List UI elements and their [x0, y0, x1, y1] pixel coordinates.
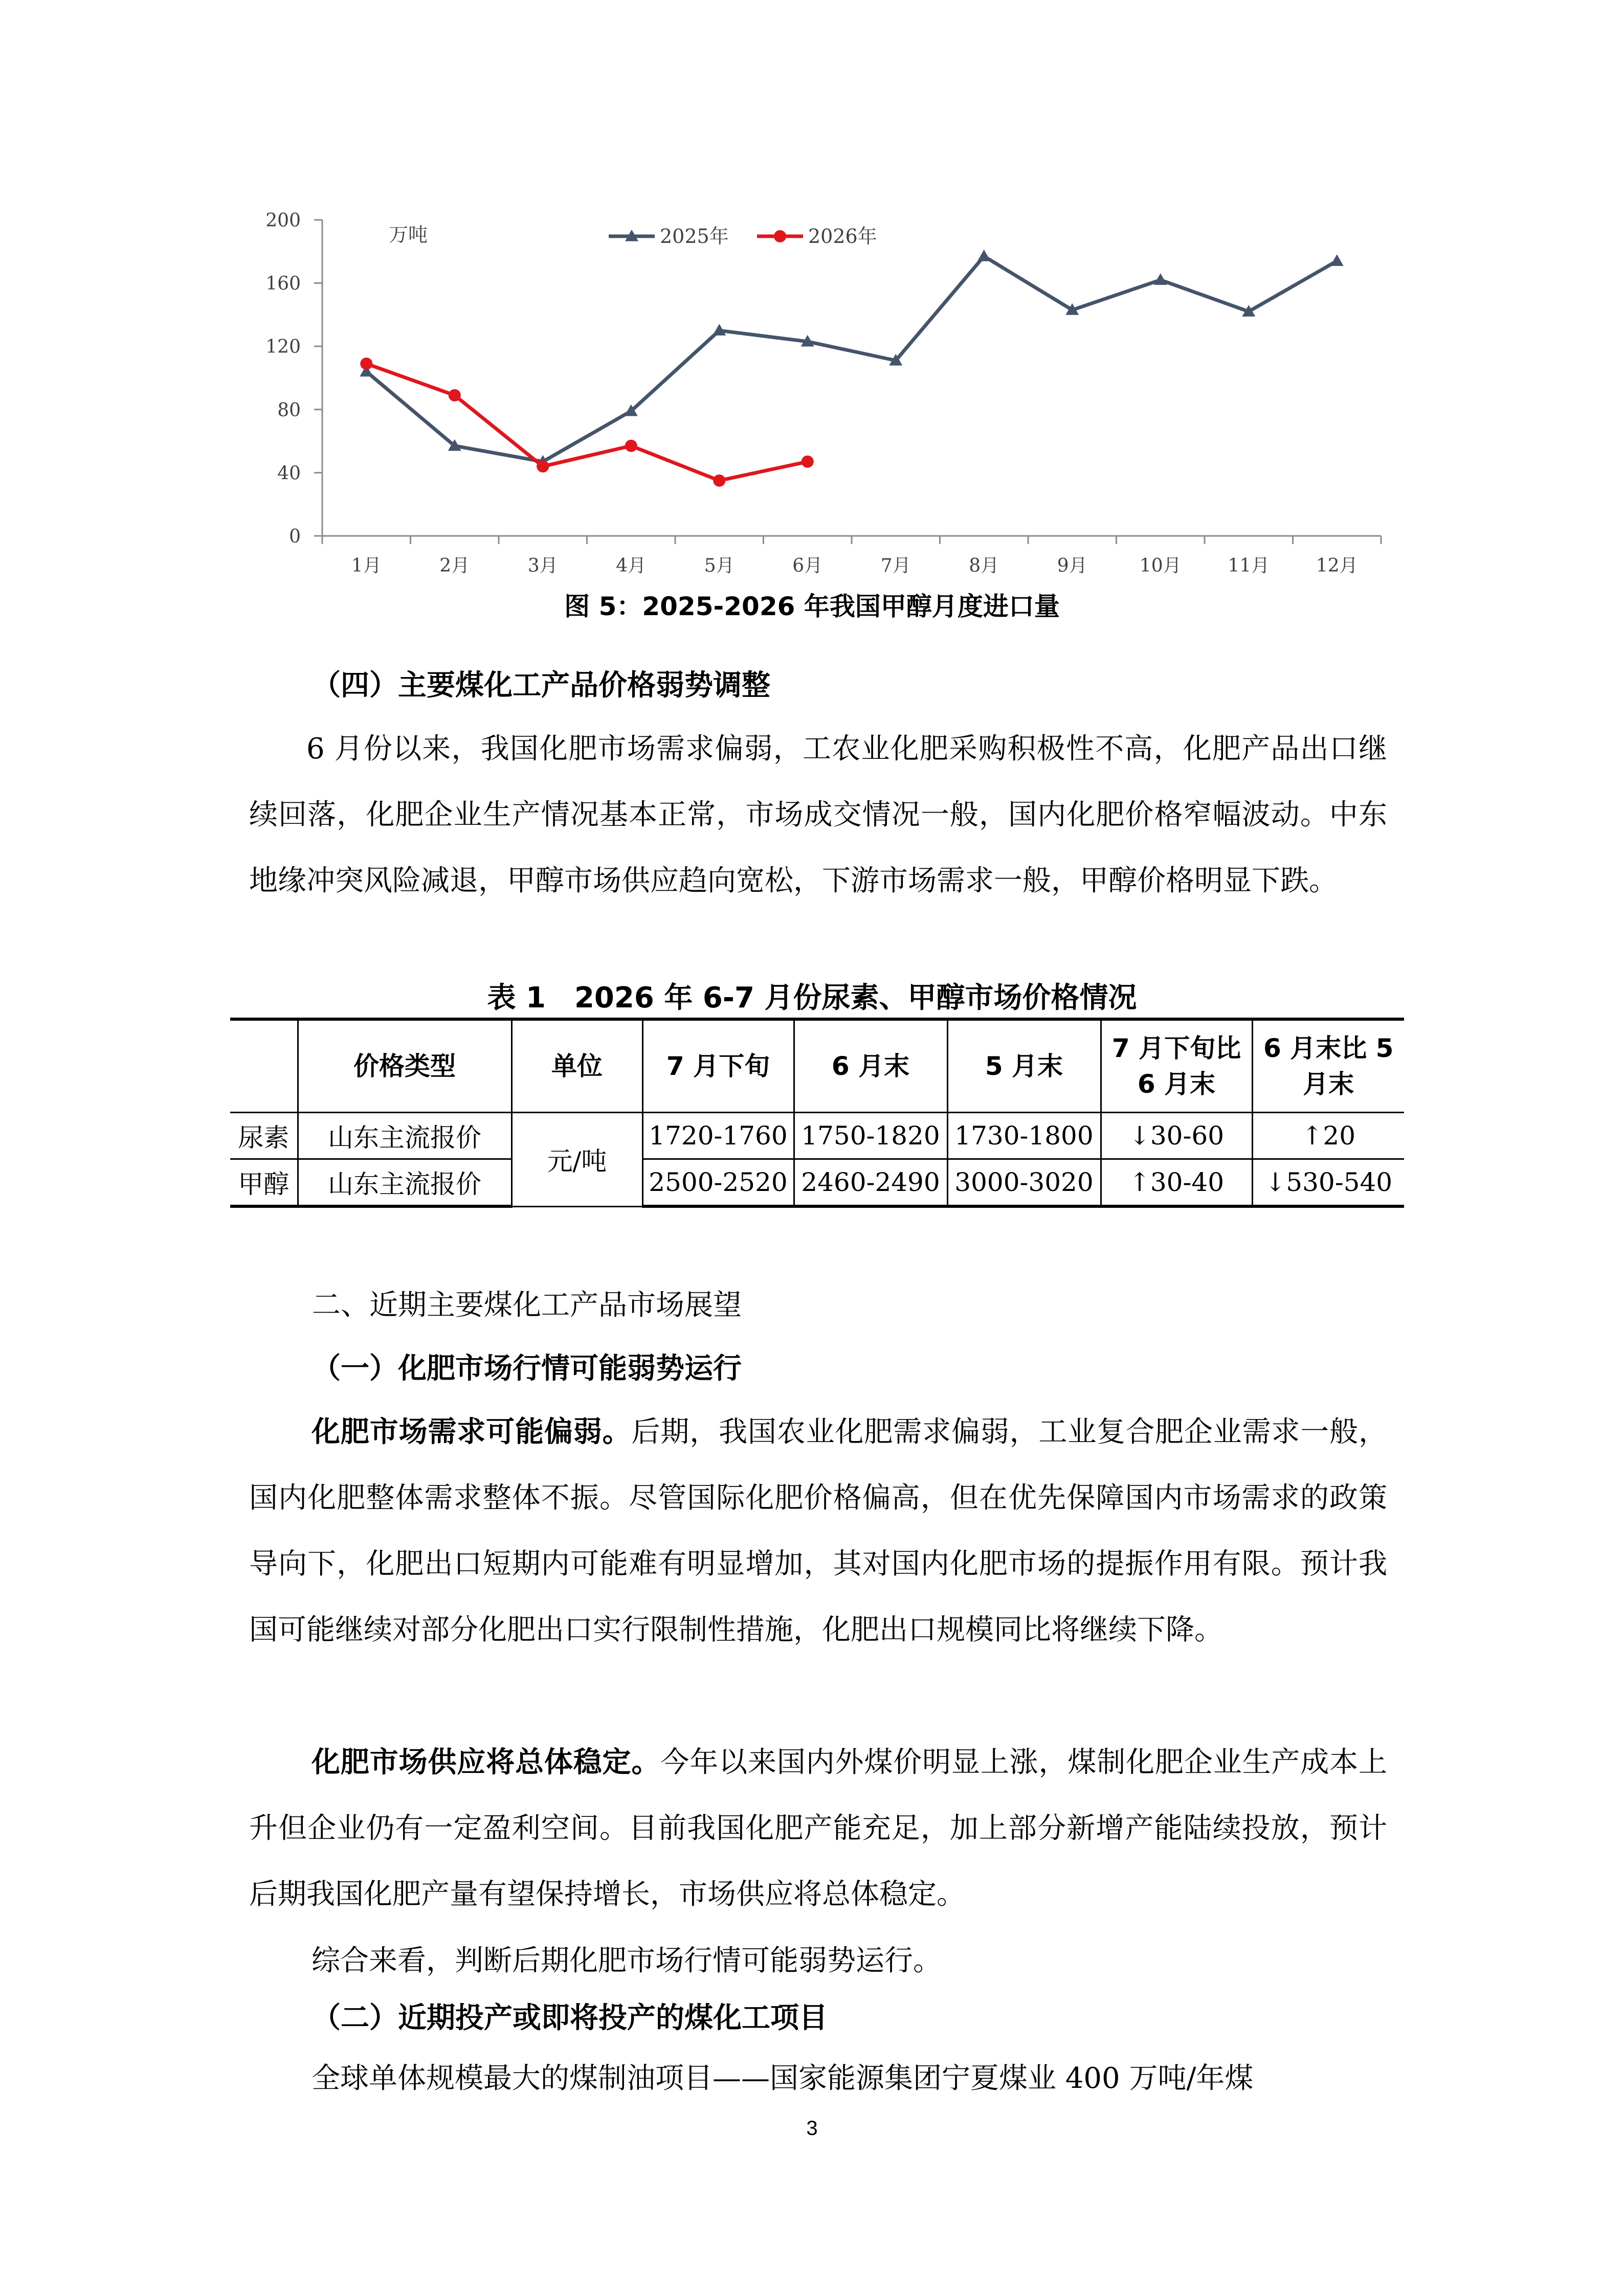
header-cell-end-may: 5 月末 — [947, 1019, 1101, 1113]
x-axis — [322, 536, 1381, 576]
unit-cell: 元/吨 — [511, 1113, 642, 1207]
y-tick-label: 0 — [289, 526, 301, 547]
header-cell-jul-vs-jun: 7 月下旬比 6 月末 — [1101, 1019, 1252, 1113]
data-point — [713, 475, 725, 487]
x-tick-label: 4月 — [616, 555, 647, 576]
header-cell-late-jul: 7 月下旬 — [642, 1019, 794, 1113]
y-tick-label: 40 — [277, 463, 301, 484]
table-title: 表 1 2026 年 6-7 月份尿素、甲醇市场价格情况 — [487, 981, 1137, 1015]
chart-series — [360, 250, 1344, 487]
subsection-heading-1: （一）化肥市场行情可能弱势运行 — [312, 1352, 742, 1385]
header-cell-unit: 单位 — [511, 1019, 642, 1113]
y-tick-label: 160 — [265, 273, 301, 295]
header-cell-product — [230, 1019, 298, 1113]
data-point — [537, 460, 549, 472]
paragraph-supply-lead: 化肥市场供应将总体稳定。 — [312, 1746, 661, 1779]
end-jun-cell: 1750-1820 — [794, 1113, 947, 1159]
x-tick-label: 11月 — [1228, 555, 1270, 576]
x-tick-label: 1月 — [351, 555, 382, 576]
data-point — [625, 440, 637, 452]
header-cell-end-jun: 6 月末 — [794, 1019, 947, 1113]
paragraph-supply-text: 今年以来国内外煤价明显上涨，煤制化肥企业生产成本上升但企业仍有一定盈利空间。目前我国化肥产能充足，加上部分新增产能陆续投放，预计后期我国化肥产量有望保持增长，市场供应将总体稳定。 — [249, 1746, 1388, 1911]
jul-vs-jun-cell: ↓30-60 — [1101, 1113, 1252, 1159]
x-tick-label: 6月 — [792, 555, 823, 576]
paragraph-project: 全球单体规模最大的煤制油项目——国家能源集团宁夏煤业 400 万吨/年煤 — [312, 2062, 1254, 2095]
x-tick-label: 10月 — [1139, 555, 1182, 576]
table-row — [230, 1159, 1404, 1207]
methanol-import-line-chart — [220, 194, 1396, 583]
paragraph-demand-text: 后期，我国农业化肥需求偏弱，工业复合肥企业需求一般，国内化肥整体需求整体不振。尽管国际化肥价格偏高，但在优先保障国内市场需求的政策导向下，化肥出口短期内可能难有明显增加，其对国内化肥市场的提振作用有限。预计我国可能继续对部分化肥出口实行限制性措施，化肥出口规模同比将继续下降。 — [249, 1415, 1388, 1647]
x-tick-label: 7月 — [880, 555, 911, 576]
end-may-cell: 1730-1800 — [947, 1113, 1101, 1159]
chart-legend — [609, 225, 877, 247]
end-jun-cell: 2460-2490 — [794, 1159, 947, 1207]
x-tick-label: 2月 — [439, 555, 470, 576]
product-cell: 甲醇 — [230, 1159, 298, 1207]
data-point — [1330, 254, 1344, 266]
data-point — [360, 357, 372, 370]
paragraph-supply — [249, 1729, 1387, 1927]
series-line — [366, 364, 808, 481]
legend-label: 2025年 — [660, 225, 729, 247]
series-0 — [360, 250, 1344, 466]
x-tick-label: 3月 — [527, 555, 558, 576]
header-cell-price-type: 价格类型 — [298, 1019, 511, 1113]
legend-label: 2026年 — [808, 225, 877, 247]
late-jul-cell: 1720-1760 — [642, 1113, 794, 1159]
data-point — [1154, 273, 1167, 285]
header-cell-jun-vs-may: 6 月末比 5 月末 — [1252, 1019, 1404, 1113]
paragraph-demand — [249, 1399, 1387, 1663]
series-line — [366, 256, 1337, 462]
price-type-cell: 山东主流报价 — [298, 1159, 511, 1207]
jul-vs-jun-cell: ↑30-40 — [1101, 1159, 1252, 1207]
figure-caption: 图 5：2025-2026 年我国甲醇月度进口量 — [564, 592, 1060, 621]
price-table — [230, 1018, 1404, 1208]
subsection-heading-2: （二）近期投产或即将投产的煤化工项目 — [312, 2001, 828, 2035]
data-point — [802, 456, 814, 468]
y-tick-label: 120 — [265, 336, 301, 358]
x-tick-label: 5月 — [704, 555, 735, 576]
chart-unit-label: 万吨 — [389, 223, 428, 246]
data-point — [977, 250, 991, 261]
product-cell: 尿素 — [230, 1113, 298, 1159]
x-tick-label: 12月 — [1316, 555, 1358, 576]
late-jul-cell: 2500-2520 — [642, 1159, 794, 1207]
price-type-cell: 山东主流报价 — [298, 1113, 511, 1159]
data-point — [449, 389, 461, 401]
end-may-cell: 3000-3020 — [947, 1159, 1101, 1207]
jun-vs-may-cell: ↑20 — [1252, 1113, 1404, 1159]
legend-marker — [774, 230, 786, 242]
y-tick-label: 80 — [277, 399, 301, 421]
paragraph-demand-lead: 化肥市场需求可能偏弱。 — [312, 1415, 632, 1449]
jun-vs-may-cell: ↓530-540 — [1252, 1159, 1404, 1207]
y-axis — [265, 210, 322, 547]
y-tick-label: 200 — [265, 210, 301, 231]
table-row — [230, 1113, 1404, 1159]
table-header-row — [230, 1019, 1404, 1113]
paragraph-summary: 综合来看，判断后期化肥市场行情可能弱势运行。 — [312, 1944, 942, 1977]
section4-paragraph: 6 月份以来，我国化肥市场需求偏弱，工农业化肥采购积极性不高，化肥产品出口继续回落，化肥企业生产情况基本正常，市场成交情况一般，国内化肥价格窄幅波动。中东地缘冲突风险减退，甲醇市场供应趋向宽松，下游市场需求一般，甲醇价格明显下跌。 — [249, 732, 1387, 897]
x-tick-label: 8月 — [969, 555, 999, 576]
part2-heading: 二、近期主要煤化工产品市场展望 — [312, 1289, 742, 1322]
page-number: 3 — [806, 2117, 818, 2140]
section-heading-4: （四）主要煤化工产品价格弱势调整 — [312, 669, 770, 702]
x-tick-label: 9月 — [1057, 555, 1087, 576]
